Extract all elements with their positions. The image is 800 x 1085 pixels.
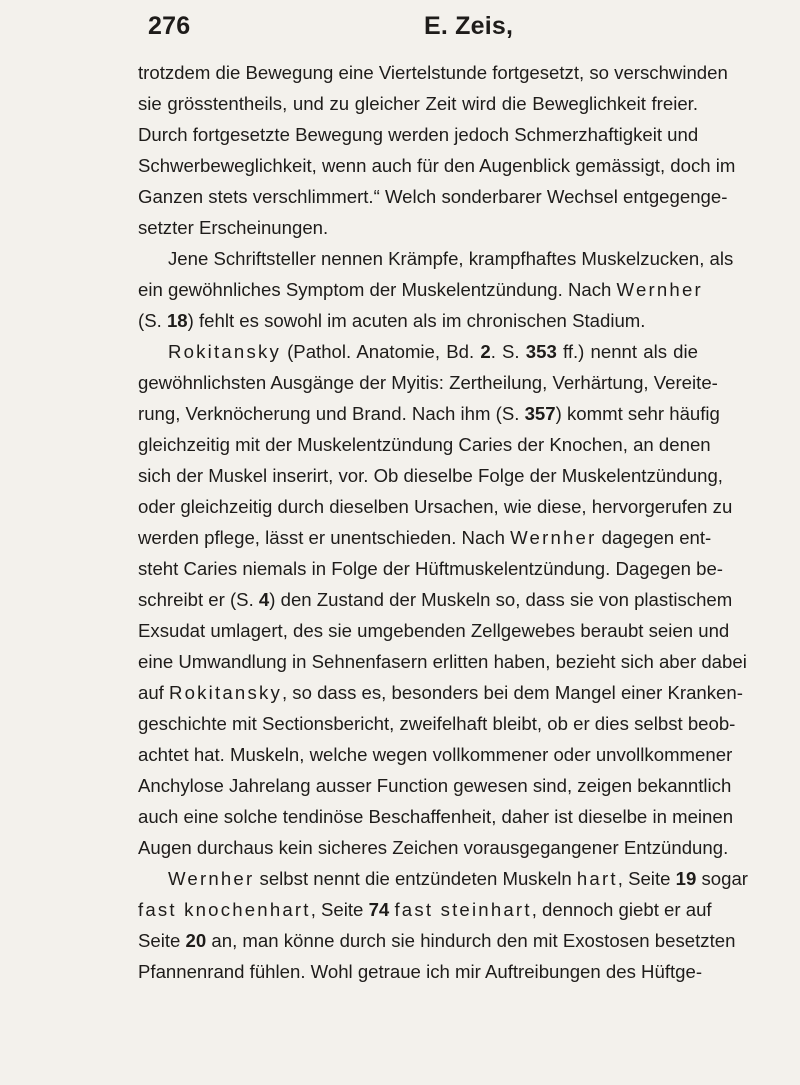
emphasized-name: Rokitansky: [169, 682, 282, 703]
paragraph: [138, 243, 734, 336]
reference-number: 357: [524, 403, 556, 424]
text-line: [138, 925, 736, 956]
text-line: [138, 739, 733, 770]
text-line: [138, 770, 732, 801]
paragraph: [138, 57, 736, 243]
text-line: [138, 274, 703, 305]
text-run: oder gleichzeitig durch dieselben Ursachen, wie diese, hervorgerufen zu: [138, 496, 733, 517]
text-run: Durch fortgesetzte Bewegung werden jedoch Schmerzhaftigkeit und: [138, 124, 699, 145]
reference-number: 2: [480, 341, 491, 362]
text-line: [138, 956, 703, 987]
text-run: Jene Schriftsteller nennen Krämpfe, krampfhaftes Muskelzucken, als: [168, 248, 734, 269]
reference-number: 4: [258, 589, 270, 610]
text-run: (S.: [138, 310, 167, 331]
text-run: Seite: [138, 930, 186, 951]
text-run: , Seite: [617, 868, 676, 889]
text-line: [138, 832, 729, 863]
text-run: schreibt er (S.: [138, 589, 259, 610]
text-line: [138, 336, 698, 367]
text-line: [138, 677, 743, 708]
text-run: Exsudat umlagert, des sie umgebenden Zellgewebes beraubt seien und: [138, 620, 730, 641]
text-run: gleichzeitig mit der Muskelentzündung Caries der Knochen, an denen: [138, 434, 711, 455]
emphasized-name: Wernher: [168, 868, 255, 889]
page-number: 276: [148, 12, 191, 40]
text-run: rung, Verknöcherung und Brand. Nach ihm (S.: [138, 403, 525, 424]
text-run: sich der Muskel inserirt, vor. Ob dieselbe Folge der Muskelentzündung,: [138, 465, 723, 486]
text-line: [138, 863, 748, 894]
text-line: [138, 646, 747, 677]
text-line: [138, 708, 736, 739]
text-run: geschichte mit Sectionsbericht, zweifelhaft bleibt, ob er dies selbst beob-: [138, 713, 736, 734]
page-header: [148, 6, 668, 46]
text-run: ) kommt sehr häufig: [555, 403, 720, 424]
text-line: [138, 88, 698, 119]
reference-number: 74: [368, 899, 390, 920]
emphasized-name: fast steinhart: [394, 899, 532, 920]
text-line: [138, 243, 734, 274]
emphasized-name: fast knochenhart: [138, 899, 311, 920]
text-line: [138, 491, 733, 522]
text-run: , Seite: [310, 899, 369, 920]
text-run: an, man könne durch sie hindurch den mit Exostosen besetzten: [206, 930, 736, 951]
text-run: Ganzen stets verschlimmert.“ Welch sonderbarer Wechsel entgegenge-: [138, 186, 728, 207]
text-run: gewöhnlichsten Ausgänge der Myitis: Zertheilung, Verhärtung, Vereite-: [138, 372, 718, 393]
text-run: auch eine solche tendinöse Beschaffenheit, daher ist dieselbe in meinen: [138, 806, 734, 827]
emphasized-name: Wernher: [616, 279, 703, 300]
text-line: [138, 894, 712, 925]
text-run: . S.: [490, 341, 526, 362]
reference-number: 18: [166, 310, 188, 331]
text-run: Augen durchaus kein sicheres Zeichen vorausgegangener Entzündung.: [138, 837, 729, 858]
text-line: [138, 57, 728, 88]
text-run: , so dass es, besonders bei dem Mangel einer Kranken-: [281, 682, 743, 703]
text-run: selbst nennt die entzündeten Muskeln: [254, 868, 577, 889]
text-run: Schwerbeweglichkeit, wenn auch für den Augenblick gemässigt, doch im: [138, 155, 736, 176]
text-run: steht Caries niemals in Folge der Hüftmuskelentzündung. Dagegen be-: [138, 558, 723, 579]
text-run: achtet hat. Muskeln, welche wegen vollkommener oder unvollkommener: [138, 744, 733, 765]
text-line: [138, 615, 730, 646]
emphasized-name: hart: [576, 868, 618, 889]
emphasized-name: Wernher: [510, 527, 597, 548]
text-run: , dennoch giebt er auf: [531, 899, 712, 920]
text-run: setzter Erscheinungen.: [138, 217, 329, 238]
running-head: E. Zeis,: [424, 12, 514, 40]
text-run: Anchylose Jahrelang ausser Function gewesen sind, zeigen bekanntlich: [138, 775, 732, 796]
text-run: dagegen ent-: [596, 527, 712, 548]
text-run: eine Umwandlung in Sehnenfasern erlitten haben, bezieht sich aber dabei: [138, 651, 747, 672]
text-line: [138, 553, 723, 584]
text-run: ) fehlt es sowohl im acuten als im chronischen Stadium.: [187, 310, 646, 331]
text-run: ) den Zustand der Muskeln so, dass sie von plastischem: [269, 589, 733, 610]
text-line: [138, 181, 728, 212]
text-run: Pfannenrand fühlen. Wohl getraue ich mir Auftreibungen des Hüftge-: [138, 961, 703, 982]
text-line: [138, 305, 698, 336]
text-run: ein gewöhnliches Symptom der Muskelentzündung. Nach: [138, 279, 617, 300]
text-run: werden pflege, lässt er unentschieden. Nach: [138, 527, 511, 548]
reference-number: 20: [185, 930, 207, 951]
emphasized-name: Rokitansky: [168, 341, 281, 362]
text-run: (Pathol. Anatomie, Bd.: [280, 341, 481, 362]
text-line: [138, 584, 733, 615]
text-line: [138, 150, 736, 181]
reference-number: 19: [675, 868, 697, 889]
text-run: sogar: [696, 868, 748, 889]
text-run: ff.) nennt als die: [556, 341, 698, 362]
text-line: [138, 367, 718, 398]
text-line: [138, 460, 723, 491]
reference-number: 353: [525, 341, 557, 362]
text-line: [138, 212, 698, 243]
text-line: [138, 119, 698, 150]
body-text: [138, 57, 748, 987]
text-line: [138, 522, 712, 553]
text-run: sie grösstentheils, und zu gleicher Zeit wird die Beweglichkeit freier.: [138, 93, 698, 114]
paragraph: [138, 336, 747, 863]
text-line: [138, 801, 734, 832]
text-line: [138, 398, 720, 429]
text-line: [138, 429, 711, 460]
text-run: trotzdem die Bewegung eine Viertelstunde fortgesetzt, so verschwinden: [138, 62, 728, 83]
text-run: auf: [138, 682, 170, 703]
paragraph: [138, 863, 748, 987]
